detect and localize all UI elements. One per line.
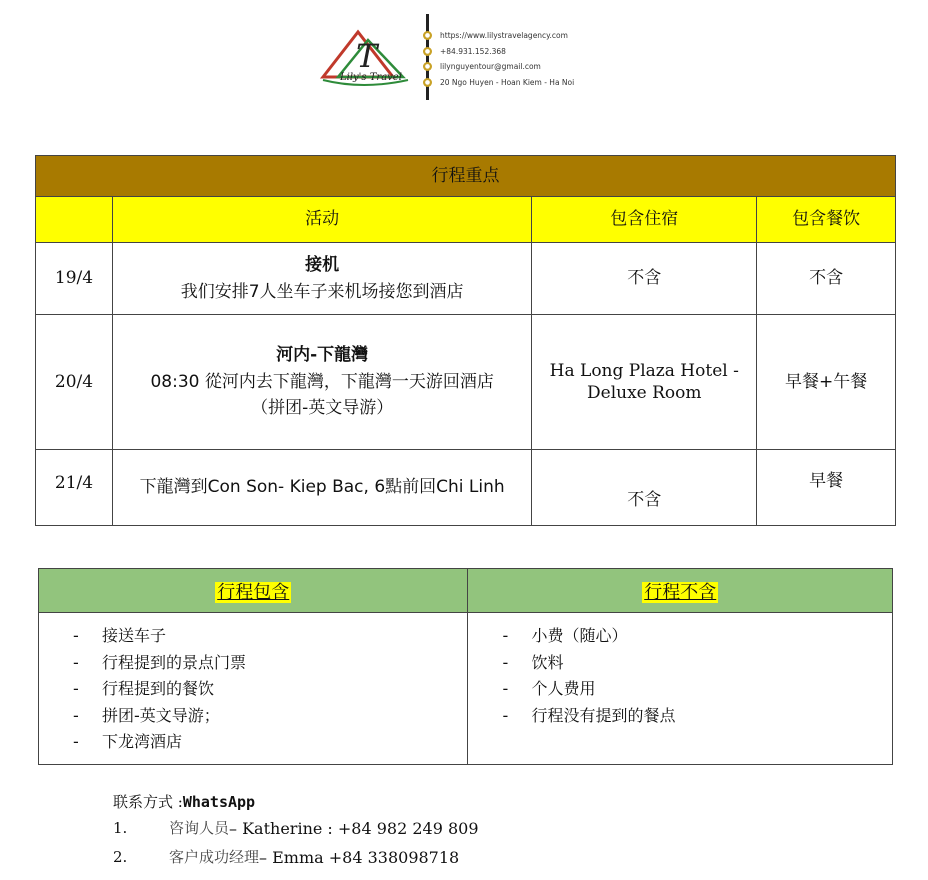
included-header — [39, 569, 468, 613]
included-title: 行程包含 — [217, 581, 290, 603]
header-activity: 活动 — [112, 197, 531, 243]
list-item: - 行程没有提到的餐点 — [502, 703, 892, 730]
activity-title: 接机 — [305, 255, 340, 276]
itinerary-table — [35, 155, 896, 526]
mail-icon: ● — [424, 63, 431, 71]
phone[interactable]: ● +84.931.152.368 — [424, 46, 506, 56]
contact-value[interactable]: – Katherine : +84 982 249 809 — [229, 819, 479, 838]
row-lodging: 不含 — [532, 450, 757, 526]
location-icon: ● — [424, 78, 431, 86]
globe-icon: ● — [424, 32, 431, 40]
list-item: - 行程提到的景点门票 — [73, 650, 467, 677]
website[interactable]: ● https://www.lilystravelagency.com — [424, 31, 568, 41]
contact-row: 1. 咨询人员 – Katherine : +84 982 249 809 — [113, 814, 479, 843]
whatsapp-label: WhatsApp — [182, 793, 256, 811]
list-item: - 接送车子 — [73, 623, 467, 650]
row-date: 20/4 — [36, 315, 113, 450]
phone-icon: ● — [424, 47, 431, 55]
activity-title: 河内-下龍灣 — [276, 345, 369, 366]
activity-line: 我们安排7人坐车子来机场接您到酒店 — [180, 281, 464, 302]
table-row — [36, 243, 896, 315]
excluded-title: 行程不含 — [644, 581, 717, 603]
itinerary-title: 行程重点 — [36, 156, 896, 197]
list-item: - 小费（随心） — [502, 623, 892, 650]
included-cell — [39, 613, 468, 765]
row-lodging: 不含 — [532, 243, 757, 315]
row-date: 21/4 — [36, 450, 113, 526]
row-activity — [112, 450, 531, 526]
row-meals: 早餐+午餐 — [757, 315, 896, 450]
row-lodging: Ha Long Plaza Hotel - Deluxe Room — [532, 315, 757, 450]
header-lodging: 包含住宿 — [532, 197, 757, 243]
table-row — [36, 450, 896, 526]
included-list — [39, 613, 467, 764]
excluded-header — [468, 569, 893, 613]
address: ● 20 Ngo Huyen - Hoan Kiem - Ha Noi — [424, 77, 575, 87]
list-item: - 拼团-英文导游； — [73, 703, 467, 730]
inclusions-table — [38, 568, 893, 765]
header-meals: 包含餐饮 — [757, 197, 896, 243]
row-date: 19/4 — [36, 243, 113, 315]
svg-text:T: T — [356, 37, 378, 75]
contact-title: 联系方式 :WhatsApp — [113, 793, 256, 811]
lilys-travel-logo — [318, 22, 418, 102]
letterhead — [318, 14, 618, 100]
list-item: - 饮料 — [502, 650, 892, 677]
logo-text: Lily's Travel — [340, 72, 402, 83]
header-date — [36, 197, 113, 243]
contact-list — [426, 28, 574, 90]
table-row — [36, 315, 896, 450]
row-activity — [112, 243, 531, 315]
list-item: - 行程提到的餐饮 — [73, 676, 467, 703]
excluded-cell — [468, 613, 893, 765]
row-meals: 早餐 — [757, 450, 896, 526]
row-meals: 不含 — [757, 243, 896, 315]
excluded-list — [468, 613, 892, 737]
row-activity — [112, 315, 531, 450]
activity-line: （拼团-英文导游） — [251, 398, 394, 419]
contact-value[interactable]: – Emma +84 338098718 — [259, 848, 460, 867]
list-item: - 个人费用 — [502, 676, 892, 703]
activity-line: 下龍灣到Con Son- Kiep Bac, 6點前回Chi Linh — [139, 477, 505, 498]
contact-row: 2. 客户成功经理 – Emma +84 338098718 — [113, 843, 479, 872]
contact-section — [113, 790, 479, 872]
list-item: - 下龙湾酒店 — [73, 729, 467, 756]
email[interactable]: ● lilynguyentour@gmail.com — [424, 62, 541, 72]
activity-line: 08:30 從河内去下龍灣，下龍灣一天游回酒店 — [150, 371, 494, 392]
